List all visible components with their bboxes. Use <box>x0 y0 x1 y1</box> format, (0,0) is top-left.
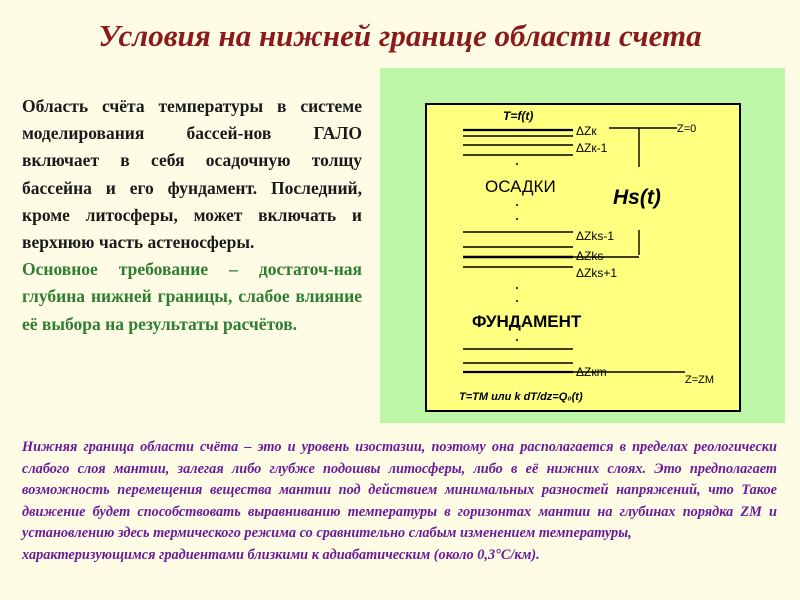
basement-label: ФУНДАМЕНТ <box>472 312 582 331</box>
dot <box>516 218 518 220</box>
hs-label: Hs(t) <box>613 186 661 209</box>
top-condition-label: T=f(t) <box>503 109 534 123</box>
dz-k-label: ΔZк <box>576 124 597 138</box>
dot <box>516 300 518 302</box>
left-text-block <box>22 93 362 338</box>
zm-label: Z=ZM <box>685 374 715 386</box>
dot <box>516 204 518 206</box>
requirement-paragraph: Основное требование – достаточ-ная глубина нижней границы, слабое влияние её выбора на результаты расчётов. <box>22 259 362 334</box>
dot <box>516 287 518 289</box>
dz-k1-label: ΔZк-1 <box>576 141 608 155</box>
model-diagram <box>425 103 741 412</box>
bottom-paragraph-last-line: характеризующимся градиентами близкими к адиабатическим (около 0,3°С/км). <box>22 546 540 563</box>
dz-km-label: ΔZкm <box>576 365 607 379</box>
dot <box>516 339 518 341</box>
model-diagram-svg <box>427 105 739 410</box>
dz-ks1-label: ΔZks-1 <box>576 229 615 243</box>
bottom-condition-label: T=TM или k dT/dz=Q₀(t) <box>459 391 583 403</box>
dz-ks-plus-label: ΔZks+1 <box>576 266 618 280</box>
sediments-label: ОСАДКИ <box>485 177 556 196</box>
bottom-text-block <box>22 437 777 566</box>
description-paragraph: Область счёта температуры в системе моделирования бассей-нов ГАЛО включает в себя осадочную толщу бассейна и его фундамент. Последний, кроме литосферы, может включать и верхнюю часть астеносферы. <box>22 96 362 253</box>
bottom-paragraph: Нижняя граница области счёта – это и уровень изостазии, поэтому она располагается в пределах реологически слабого слоя мантии, залегая либо глубже подошвы литосферы, либо в её нижних слоях. Это предполагает возможность перемещения вещества мантии под действием минимальных разностей напряжений, что Такое движение будет способствовать выравниванию температуры в горизонтах мантии на глубинах порядка ZM и установлению здесь термического режима со сравнительно слабым изменением температуры, <box>22 439 777 541</box>
slide-title: Условия на нижней границе области счета <box>98 18 702 53</box>
dz-ks-label: ΔZks <box>576 249 604 263</box>
dot <box>516 163 518 165</box>
z0-label: Z=0 <box>677 123 697 135</box>
